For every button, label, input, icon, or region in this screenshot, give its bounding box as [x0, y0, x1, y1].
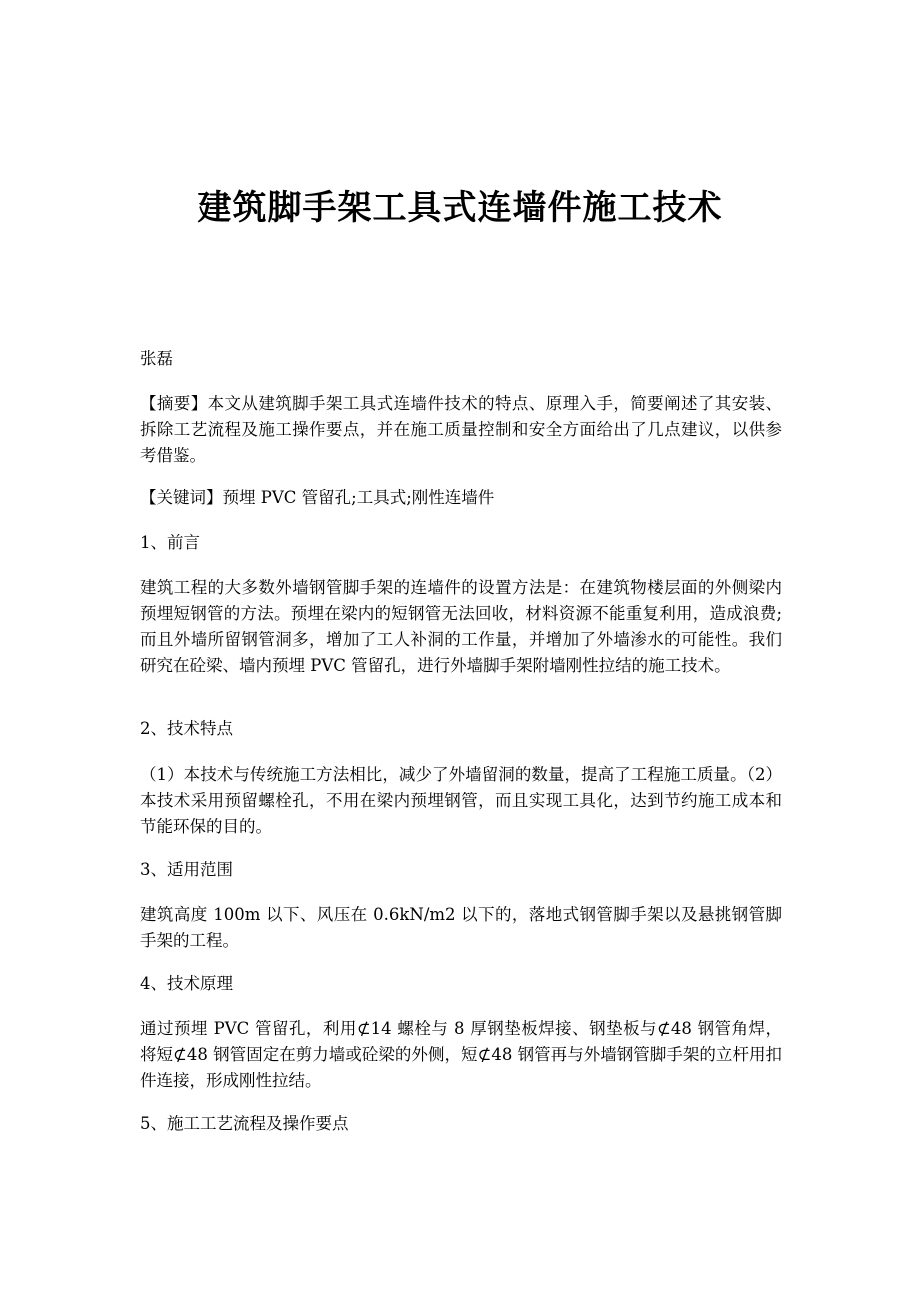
section-body-2: （1）本技术与传统施工方法相比，减少了外墙留洞的数量，提高了工程施工质量。（2）本技术采用预留螺栓孔，不用在梁内预埋钢管，而且实现工具化，达到节约施工成本和节能环保的目的。: [140, 765, 782, 836]
section-heading-3: 3、适用范围: [140, 860, 233, 879]
section-body-1: 建筑工程的大多数外墙钢管脚手架的连墙件的设置方法是：在建筑物楼层面的外侧梁内预埋短钢管的方法。预埋在梁内的短钢管无法回收，材料资源不能重复利用，造成浪费;而且外墙所留钢管洞多，增加了工人补洞的工作量，并增加了外墙渗水的可能性。我们研究在砼梁、墙内预埋 PVC 管留孔，进行外墙脚手架附墙刚性拉结的施工技术。: [140, 578, 782, 675]
section-heading-5: 5、施工工艺流程及操作要点: [140, 1114, 349, 1133]
section-body-4: 通过预埋 PVC 管留孔，利用⊄14 螺栓与 8 厚钢垫板焊接、钢垫板与⊄48 钢管角焊，将短⊄48 钢管固定在剪力墙或砼梁的外侧，短⊄48 钢管再与外墙钢管脚手架的立杆用扣件连接，形成刚性拉结。: [140, 1019, 782, 1090]
keywords-line: 【关键词】预埋 PVC 管留孔;工具式;刚性连墙件: [140, 488, 495, 507]
section-body-3: 建筑高度 100m 以下、风压在 0.6kN/m2 以下的，落地式钢管脚手架以及悬挑钢管脚手架的工程。: [140, 905, 782, 950]
abstract-paragraph: 【摘要】本文从建筑脚手架工具式连墙件技术的特点、原理入手，简要阐述了其安装、拆除工艺流程及施工操作要点，并在施工质量控制和安全方面给出了几点建议，以供参考借鉴。: [140, 394, 782, 465]
document-title: 建筑脚手架工具式连墙件施工技术: [197, 188, 723, 228]
section-heading-1: 1、前言: [140, 533, 200, 552]
section-heading-2: 2、技术特点: [140, 719, 233, 738]
author-name: 张磊: [140, 349, 173, 368]
section-heading-4: 4、技术原理: [140, 974, 233, 993]
